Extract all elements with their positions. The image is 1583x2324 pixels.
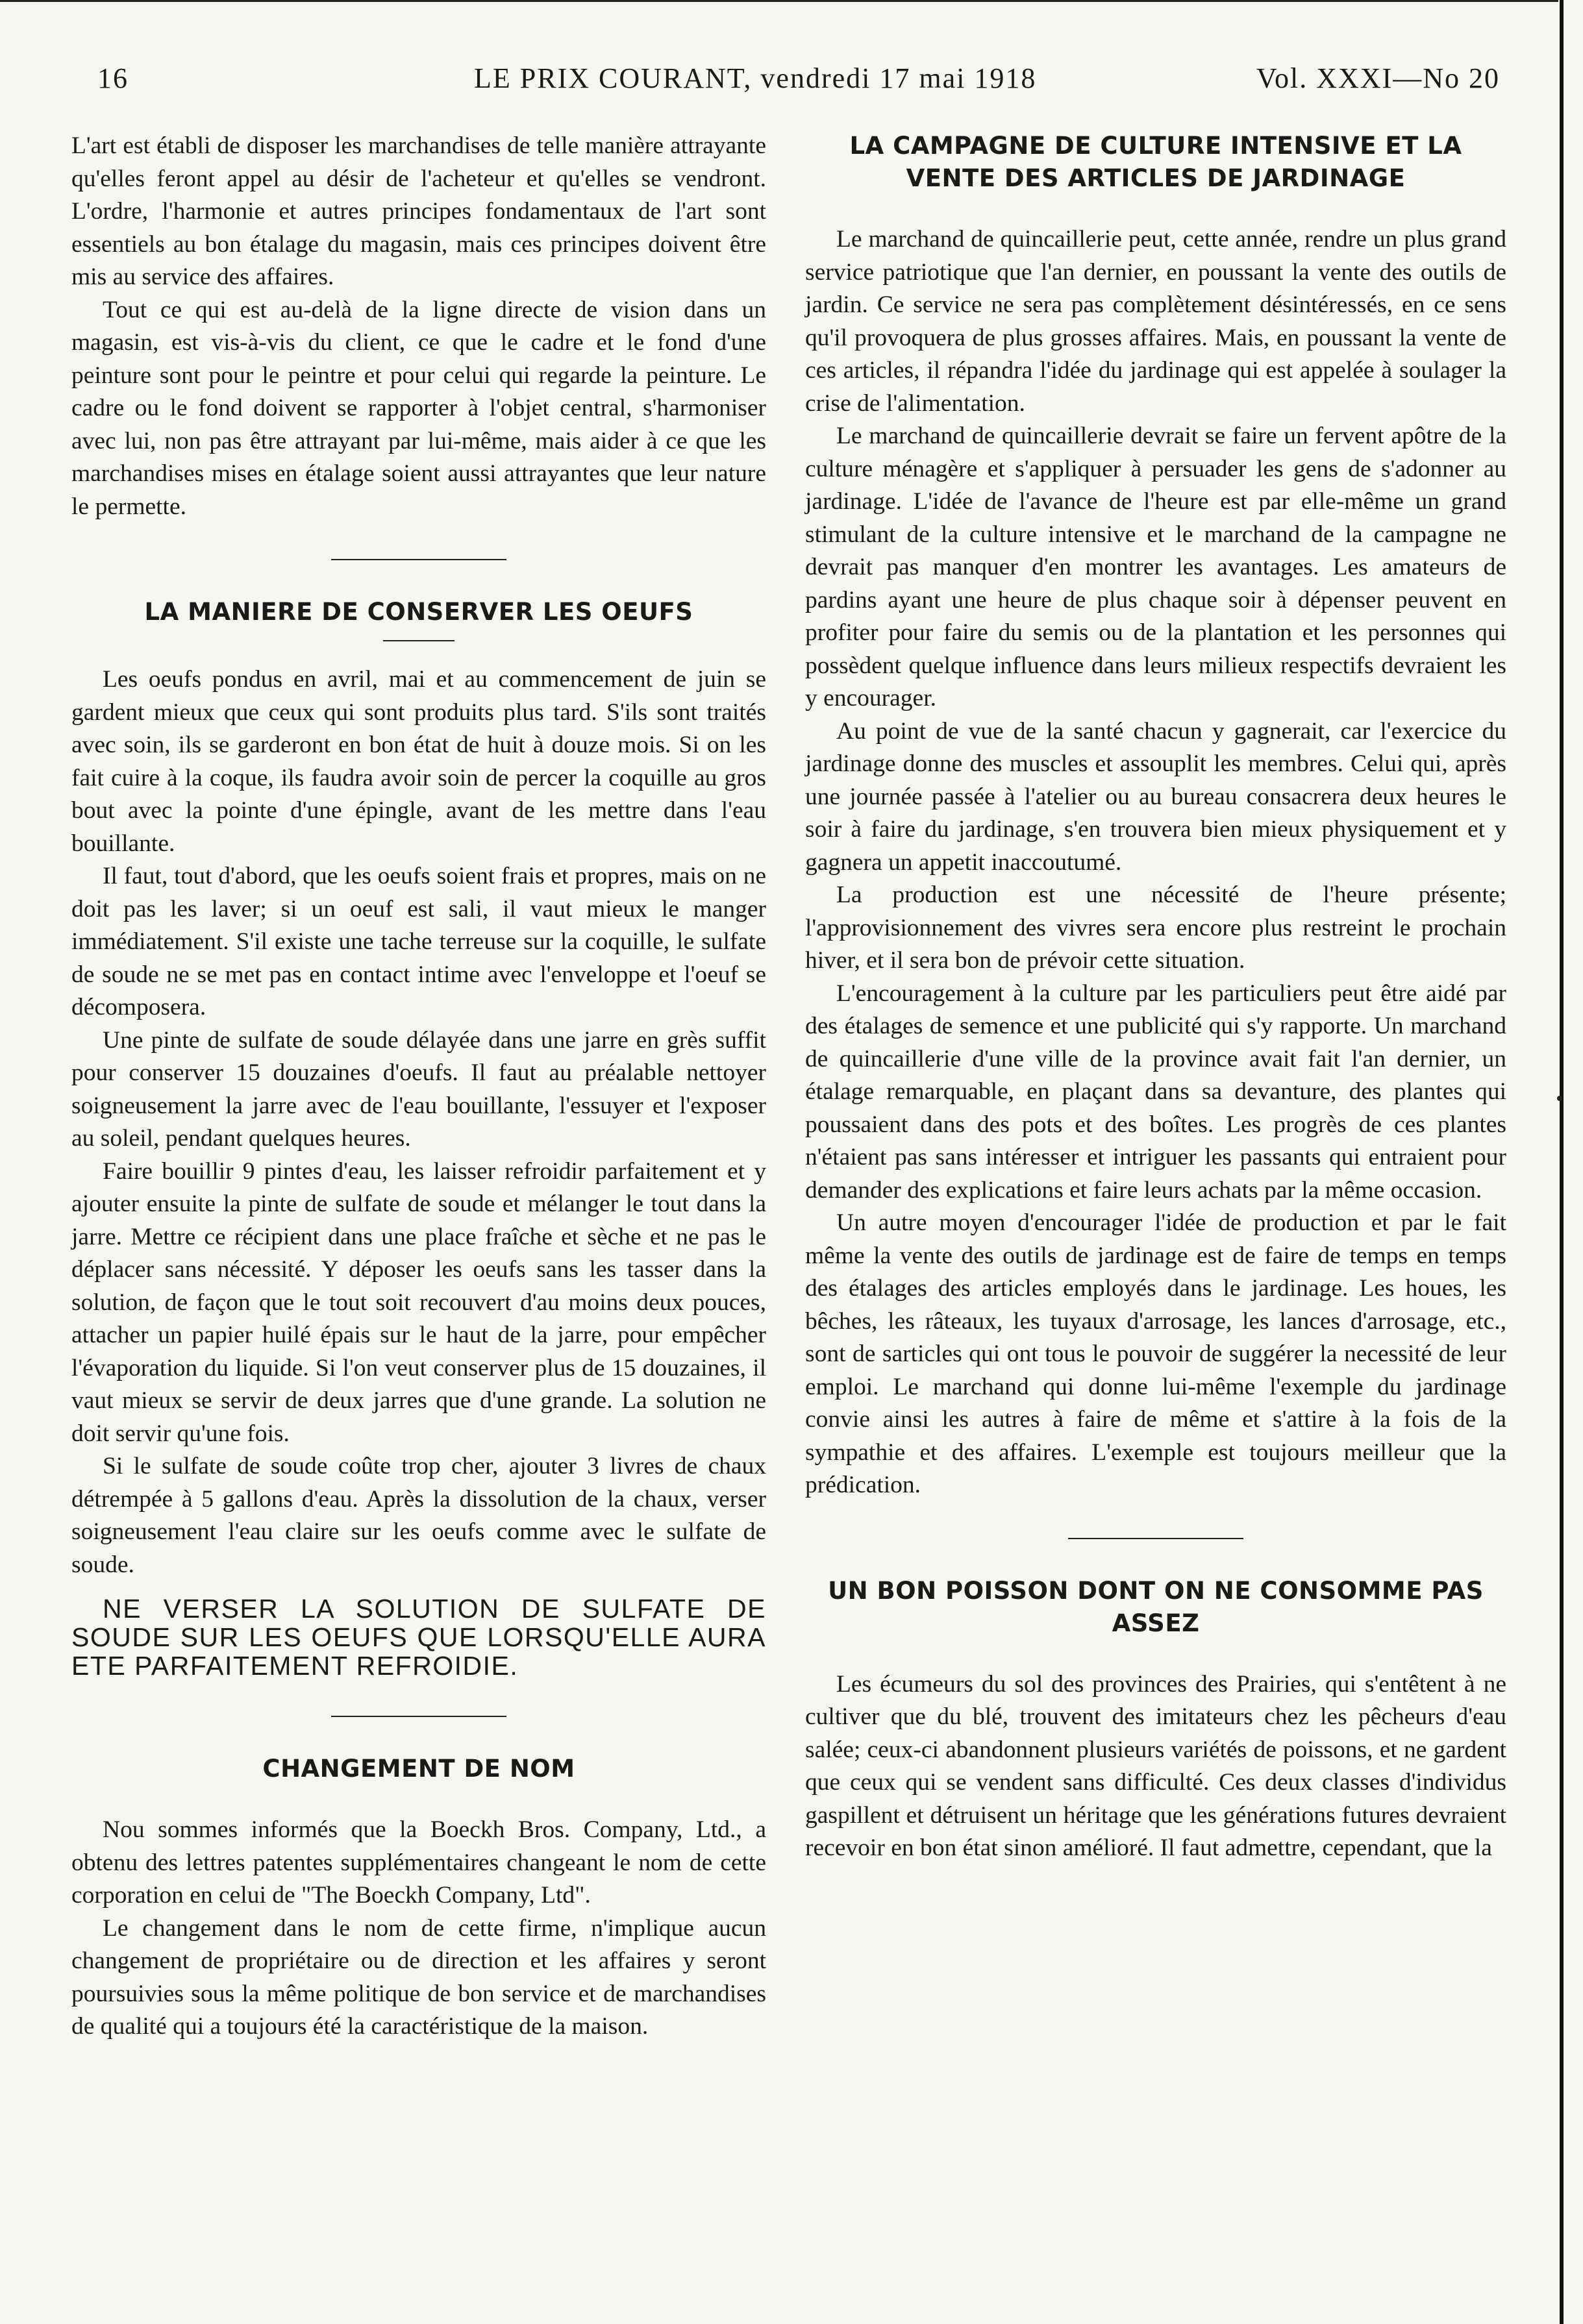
article-paragraph: L'encouragement à la culture par les particuliers peut être aidé par des étalages de semence et une publicité qui s'y rapporte. Un marchand de quincaillerie d'une ville de la province avait fait l'an dernier, un étalage remarquable, en plaçant dans sa devanture, des plantes qui poussaient dans des pots et des boîtes. Les progrès de ces plantes n'étaient pas sans intéresser et intriguer les passants qui entraient pour demander des explications et faire leurs achats par la même occasion. [805, 980, 1506, 1204]
article-paragraph: Il faut, tout d'abord, que les oeufs soient frais et propres, mais on ne doit pas les laver; si un oeuf est sali, il vaut mieux le manger immédiatement. S'il existe une tache terreuse sur la coquille, le sulfate de soude ne se met pas en contact intime avec l'enveloppe et l'oeuf se décomposera. [71, 863, 766, 1020]
article-paragraph: Si le sulfate de soude coûte trop cher, ajouter 3 livres de chaux détrempée à 5 gallons d'eau. Après la dissolution de la chaux, verser soigneusement l'eau claire sur les oeufs comme avec le sulfate de soude. [71, 1453, 766, 1578]
print-speck [1557, 1096, 1562, 1101]
intro-paragraph: L'art est établi de disposer les marchandises de telle manière attrayante qu'elles feront appel au désir de l'acheteur et qu'elles se vendront. L'ordre, l'harmonie et autres principes fondamentaux de l'art sont essentiels au bon étalage du magasin, mais ces principes doivent être mis au service des affaires. [71, 132, 766, 290]
article-paragraph: Le marchand de quincaillerie peut, cette année, rendre un plus grand service patriotique que l'an dernier, en poussant la vente des outils de jardin. Ce service ne sera pas complètement désintéressés, en ce sens qu'il provoquera de plus grosses affaires. Mais, en poussant la vente de ces articles, il répandra l'idée du jardinage qui est appelée à soulager la crise de l'alimentation. [805, 226, 1506, 417]
article-paragraph: Les écumeurs du sol des provinces des Prairies, qui s'entêtent à ne cultiver que du blé, trouvent des imitateurs chez les pêcheurs d'eau salée; ceux-ci abandonnent plusieurs variétés de poissons, et ne gardent que ceux qui se vendent sans difficulté. Ces deux classes d'individus gaspillent et détruisent un héritage que les générations futures devraient recevoir en bon état sinon amélioré. Il faut admettre, cependant, que la [805, 1670, 1506, 1861]
article-paragraph: Le marchand de quincaillerie devrait se faire un fervent apôtre de la culture ménagère et s'appliquer à persuader les gens de s'adonner au jardinage. L'idée de l'avance de l'heure est par elle-même un grand stimulant de la culture intensive et le marchand de la campagne ne devrait pas manquer d'en montrer les avantages. Les amateurs de pardins ayant une heure de plus chaque soir à dépenser peuvent en profiter pour faire du semis ou de la plantation et les personnes qui possèdent quelque influence dans leurs milieux respectifs devraient les y encourager. [805, 423, 1506, 711]
publication-dateline: LE PRIX COURANT, vendredi 17 mai 1918 [474, 62, 1037, 94]
article-paragraph: Le changement dans le nom de cette firme, n'implique aucun changement de propriétaire ou de direction et les affaires y seront poursuivies sous la même politique de bon service et de marchandises de qualité qui a toujours été la caractéristique de la maison. [71, 1914, 766, 2040]
section-separator [1068, 1538, 1243, 1539]
page-number: 16 [97, 62, 129, 94]
article-paragraph: Une pinte de sulfate de soude délayée dans une jarre en grès suffit pour conserver 15 douzaines d'oeufs. Il faut au préalable nettoyer soigneusement la jarre avec de l'eau bouillante, l'essuyer et l'exposer au soleil, pendant quelques heures. [71, 1026, 766, 1152]
article-paragraph: La production est une nécessité de l'heure présente; l'approvisionnement des vivres sera encore plus restreint le prochain hiver, et il sera bon de prévoir cette situation. [805, 882, 1506, 974]
warning-notice: NE VERSER LA SOLUTION DE SULFATE DE SOUDE SUR LES OEUFS QUE LORSQU'ELLE AURA ETE PARFAITEMENT REFROIDIE. [71, 1594, 766, 1681]
top-edge-rule [0, 0, 1558, 2]
section-separator [331, 1716, 506, 1717]
right-column [805, 130, 1506, 1865]
intro-paragraph: Tout ce qui est au-delà de la ligne directe de vision dans un magasin, est vis-à-vis du client, ce que le cadre et le fond d'une peinture sont pour le peintre et pour celui qui regarde la peinture. Le cadre ou le fond doivent se rapporter à l'objet central, s'harmoniser avec lui, non pas être attrayant par lui-même, mais aider à ce que les marchandises mises en étalage soient aussi attrayantes que leur nature le permette. [71, 296, 766, 520]
article-title-campagne: LA CAMPAGNE DE CULTURE INTENSIVE ET LA VENTE DES ARTICLES DE JARDINAGE [849, 132, 1462, 192]
article-paragraph: Les oeufs pondus en avril, mai et au commencement de juin se gardent mieux que ceux qui sont produits plus tard. S'ils sont traités avec soin, ils se garderont en bon état de huit à douze mois. Si on les fait cuire à la coque, ils faudra avoir soin de percer la coquille au gros bout avec la pointe d'une épingle, avant de les mettre dans l'eau bouillante. [71, 666, 766, 857]
page-header [97, 62, 1500, 101]
article-paragraph: Un autre moyen d'encourager l'idée de production et par le fait même la vente des outils de jardinage est de faire de temps en temps des étalages des articles employés dans le jardinage. Les houes, les bêches, les râteaux, les tuyaux d'arrosage, les lances d'arrosage, etc., sont de sarticles qui ont tous le pouvoir de suggérer la necessité de leur emploi. Le marchand qui donne lui-même l'exemple du jardinage convie ainsi les autres à faire de même et s'attire à la fois de la sympathie et des affaires. L'exemple est toujours meilleur que la prédication. [805, 1209, 1506, 1498]
article-title-poisson: UN BON POISSON DONT ON NE CONSOMME PAS ASSEZ [828, 1576, 1484, 1637]
article-title-nom: CHANGEMENT DE NOM [262, 1755, 575, 1783]
volume-number: Vol. XXXI—No 20 [1256, 62, 1500, 94]
article-title-oeufs: LA MANIERE DE CONSERVER LES OEUFS [144, 598, 693, 626]
title-underline [383, 640, 455, 641]
article-paragraph: Au point de vue de la santé chacun y gagnerait, car l'exercice du jardinage donne des muscles et assouplit les membres. Celui qui, après une journée passée à l'atelier ou au bureau consacrera deux heures le soir à faire du jardinage, s'en trouvera bien mieux physiquement et y gagnera un appetit inaccoutumé. [805, 717, 1506, 876]
right-margin-rule [1560, 0, 1564, 2324]
article-paragraph: Nou sommes informés que la Boeckh Bros. Company, Ltd., a obtenu des lettres patentes supplémentaires changeant le nom de cette corporation en celui de "The Boeckh Company, Ltd". [71, 1816, 766, 1909]
section-separator [331, 559, 506, 560]
left-column [71, 130, 766, 2044]
article-paragraph: Faire bouillir 9 pintes d'eau, les laisser refroidir parfaitement et y ajouter ensuite la pinte de sulfate de soude et mélanger le tout dans la jarre. Mettre ce récipient dans une place fraîche et sèche et ne pas le déplacer sans nécessité. Y déposer les oeufs sans les tasser dans la solution, de façon que le tout soit recouvert d'au moins deux pouces, attacher un papier huilé épais sur le haut de la jarre, pour empêcher l'évaporation du liquide. Si l'on veut conserver plus de 15 douzaines, il vaut mieux se servir de deux jarres que d'une grande. La solution ne doit servir qu'une fois. [71, 1157, 766, 1447]
